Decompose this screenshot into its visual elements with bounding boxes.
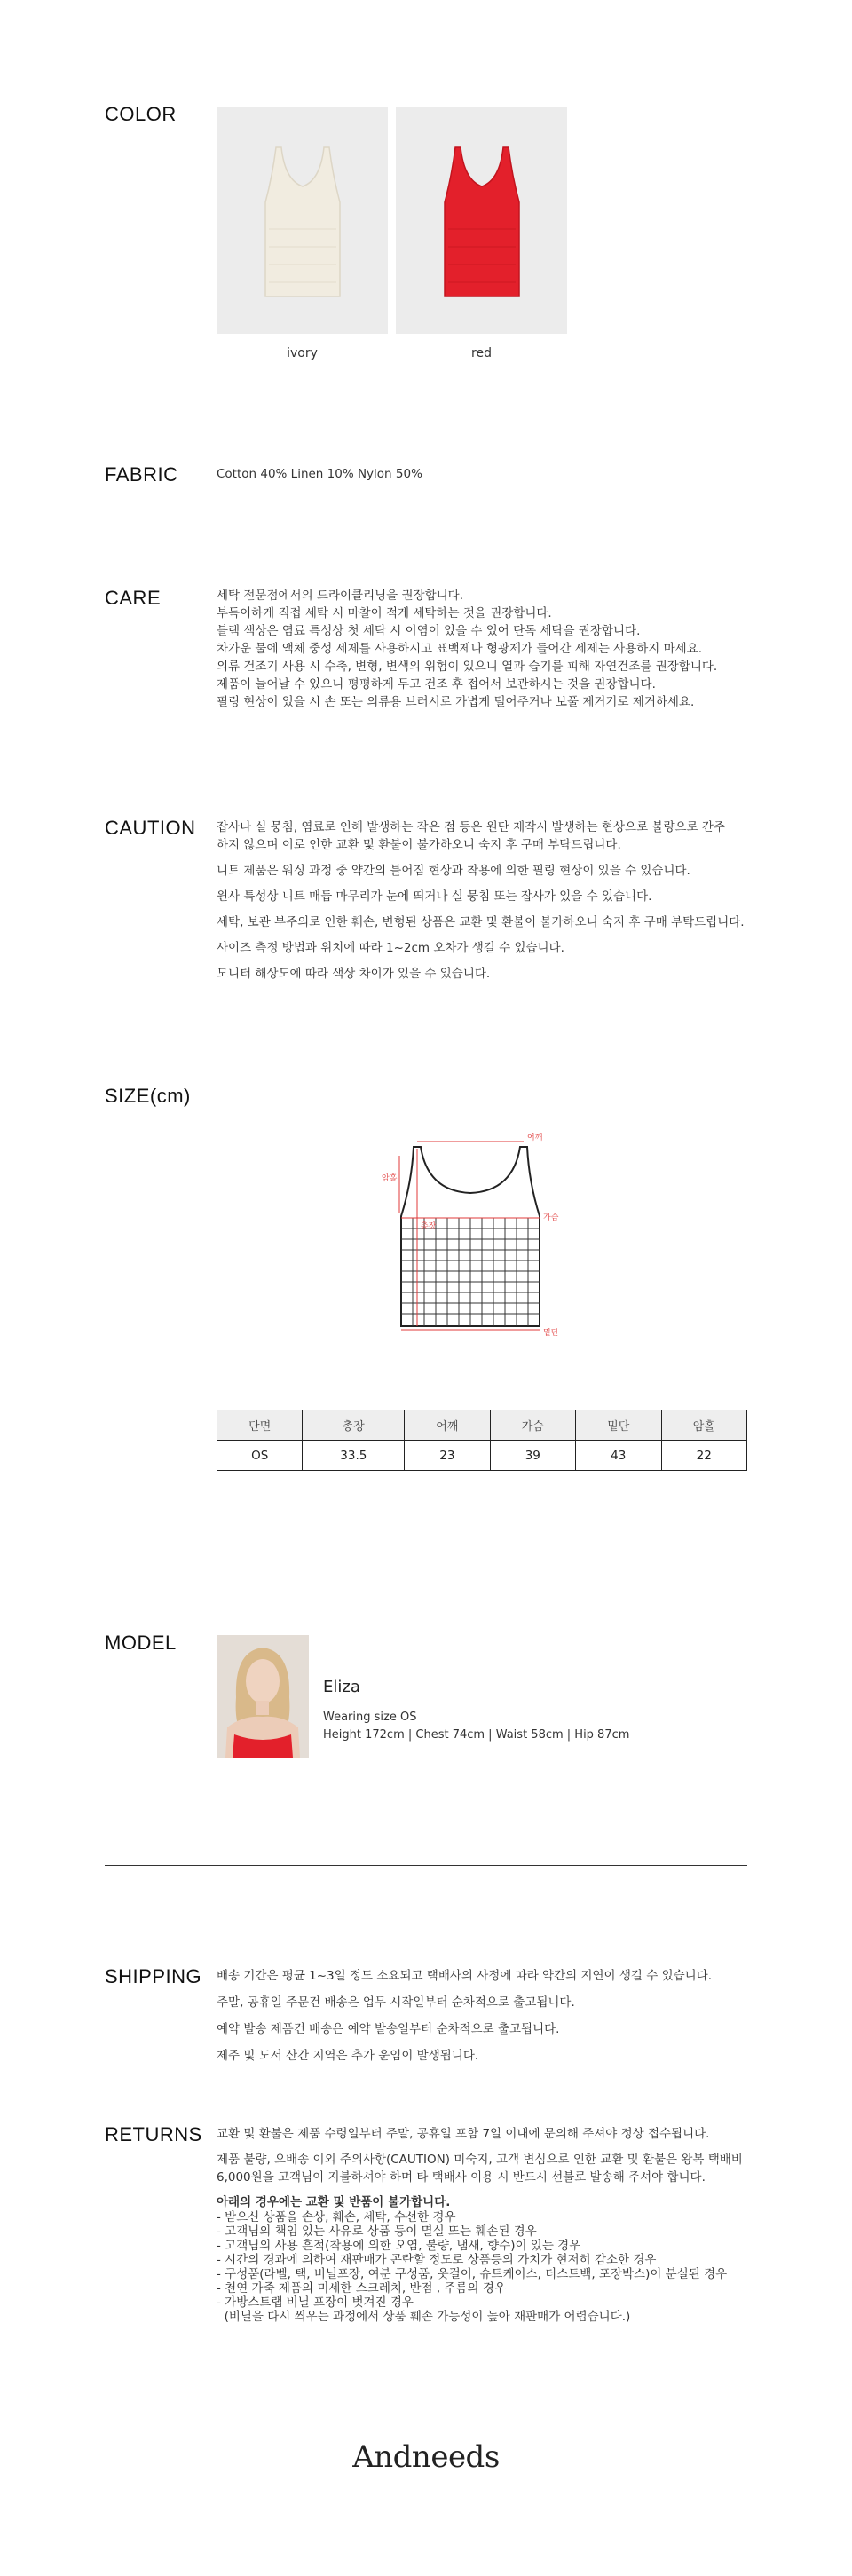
caution-line: 사이즈 측정 방법과 위치에 따라 1~2cm 오차가 생길 수 있습니다. xyxy=(217,941,564,955)
size-header-cell: 밑단 xyxy=(576,1410,661,1441)
caution-line: 잡사나 실 뭉침, 염료로 인해 발생하는 작은 점 등은 원단 제작시 발생하는 현상으로 불량으로 간주 xyxy=(217,820,725,834)
caution-paragraph xyxy=(217,862,745,880)
shipping-line: 제주 및 도서 산간 지역은 추가 운임이 발생됩니다. xyxy=(217,2049,479,2063)
size-section-title: SIZE(cm) xyxy=(105,1085,191,1107)
shipping-section-title: SHIPPING xyxy=(105,1965,202,1987)
size-table xyxy=(217,1410,747,1471)
model-photo xyxy=(217,1635,309,1758)
no-return-item: - 고객님의 사용 흔적(착용에 의한 오염, 불량, 냄새, 향수)이 있는 경우 xyxy=(217,2239,581,2253)
color-swatch-red[interactable] xyxy=(396,107,567,334)
no-return-item: - 천연 가죽 제품의 미세한 스크레치, 반점 , 주름의 경우 xyxy=(217,2281,506,2295)
no-return-item: - 가방스트랩 비닐 포장이 벗겨진 경우 xyxy=(217,2295,414,2310)
shipping-text xyxy=(217,1967,712,2074)
returns-line: 6,000원을 고객님이 지불하셔야 하며 타 택배사 이용 시 반드시 선불로 발송해 주셔야 합니다. xyxy=(217,2170,706,2185)
returns-paragraph xyxy=(217,2125,743,2143)
returns-line: 교환 및 환불은 제품 수령일부터 주말, 공휴일 포함 7일 이내에 문의해 주셔야 정상 접수됩니다. xyxy=(217,2127,710,2141)
brand-logo: Andneeds xyxy=(352,2439,500,2475)
shipping-line: 주말, 공휴일 주문건 배송은 업무 시작일부터 순차적으로 출고됩니다. xyxy=(217,1995,575,2010)
size-cell: 22 xyxy=(661,1441,747,1471)
size-table-header-row xyxy=(217,1410,747,1441)
caution-line: 세탁, 보관 부주의로 인한 훼손, 변형된 상품은 교환 및 환불이 불가하오니 숙지 후 구매 부탁드립니다. xyxy=(217,915,745,929)
caution-paragraph xyxy=(217,888,745,905)
shipping-line: 배송 기간은 평균 1~3일 정도 소요되고 택배사의 사정에 따라 약간의 지연이 생길 수 있습니다. xyxy=(217,1969,713,1983)
no-return-item: - 받으신 상품을 손상, 훼손, 세탁, 수선한 경우 xyxy=(217,2210,456,2224)
model-name: Eliza xyxy=(323,1678,360,1696)
diagram-label-chest: 가슴 xyxy=(543,1213,559,1222)
ivory-tank-top-image xyxy=(249,140,356,300)
care-line: 의류 건조기 사용 시 수축, 변형, 변색의 위험이 있으니 열과 습기를 피해 자연건조를 권장합니다. xyxy=(217,660,718,674)
shipping-paragraph xyxy=(217,1994,712,2011)
caution-paragraph xyxy=(217,939,745,957)
care-text xyxy=(217,587,717,711)
size-header-cell: 총장 xyxy=(303,1410,405,1441)
returns-text xyxy=(217,2125,743,2324)
size-measurement-diagram xyxy=(382,1129,559,1347)
shipping-paragraph xyxy=(217,1967,712,1985)
model-portrait-image xyxy=(217,1635,309,1758)
caution-line: 모니터 해상도에 따라 색상 차이가 있을 수 있습니다. xyxy=(217,967,491,981)
caution-paragraph xyxy=(217,913,745,931)
diagram-label-shoulder: 어깨 xyxy=(527,1134,543,1142)
caution-section-title: CAUTION xyxy=(105,817,196,839)
care-line: 차가운 물에 액체 중성 세제를 사용하시고 표백제나 형광제가 들어간 세제는 사용하지 마세요. xyxy=(217,642,703,656)
caution-line: 원사 특성상 니트 매듭 마무리가 눈에 띄거나 실 뭉침 또는 잡사가 있을 수 있습니다. xyxy=(217,889,652,904)
fabric-composition: Cotton 40% Linen 10% Nylon 50% xyxy=(217,467,422,481)
caution-paragraph xyxy=(217,965,745,983)
color-label-ivory: ivory xyxy=(287,346,318,360)
size-cell: 33.5 xyxy=(303,1441,405,1471)
model-info xyxy=(323,1678,629,1744)
shipping-line: 예약 발송 제품건 배송은 예약 발송일부터 순차적으로 출고됩니다. xyxy=(217,2022,560,2036)
no-return-item: - 고객님의 책임 있는 사유로 상품 등이 멸실 또는 훼손된 경우 xyxy=(217,2224,537,2239)
color-label-red: red xyxy=(471,346,492,360)
diagram-label-length: 총장 xyxy=(421,1222,437,1231)
model-measurements: Height 172cm | Chest 74cm | Waist 58cm | Hip 87cm xyxy=(323,1728,630,1742)
returns-paragraph xyxy=(217,2151,743,2186)
returns-line: 제품 불량, 오배송 이외 주의사항(CAUTION) 미숙지, 고객 변심으로 인한 교환 및 환불은 왕복 택배비 xyxy=(217,2153,743,2167)
model-section-title: MODEL xyxy=(105,1632,177,1654)
size-cell: 23 xyxy=(405,1441,490,1471)
color-section-title: COLOR xyxy=(105,103,177,125)
size-cell: 43 xyxy=(576,1441,661,1471)
size-cell: 39 xyxy=(490,1441,575,1471)
fabric-section-title: FABRIC xyxy=(105,463,178,486)
size-header-cell: 암홀 xyxy=(661,1410,747,1441)
caution-paragraph xyxy=(217,818,745,854)
model-wearing-size: Wearing size OS xyxy=(323,1711,417,1724)
color-swatch-ivory[interactable] xyxy=(217,107,388,334)
caution-line: 하지 않으며 이로 인한 교환 및 환불이 불가하오니 숙지 후 구매 부탁드립니다. xyxy=(217,838,621,852)
no-return-item: - 시간의 경과에 의하여 재판매가 곤란할 정도로 상품등의 가치가 현저히 감소한 경우 xyxy=(217,2253,657,2267)
no-return-item: - 구성품(라벨, 택, 비닐포장, 여분 구성품, 옷걸이, 슈트케이스, 더스트백, 포장박스)이 분실된 경우 xyxy=(217,2267,728,2281)
care-section-title: CARE xyxy=(105,587,162,609)
red-tank-top-image xyxy=(429,140,535,300)
size-header-cell: 단면 xyxy=(217,1410,303,1441)
size-header-cell: 어깨 xyxy=(405,1410,490,1441)
section-divider xyxy=(105,1865,747,1866)
returns-section-title: RETURNS xyxy=(105,2123,202,2145)
care-line: 블랙 색상은 염료 특성상 첫 세탁 시 이염이 있을 수 있어 단독 세탁을 권장합니다. xyxy=(217,624,641,638)
size-cell: OS xyxy=(217,1441,303,1471)
no-return-item: (비닐을 다시 씌우는 과정에서 상품 훼손 가능성이 높아 재판매가 어렵습니다.) xyxy=(217,2310,631,2324)
care-line: 부득이하게 직접 세탁 시 마찰이 적게 세탁하는 것을 권장합니다. xyxy=(217,606,552,620)
diagram-label-hem: 밑단 xyxy=(543,1329,559,1338)
size-header-cell: 가슴 xyxy=(490,1410,575,1441)
care-line: 세탁 전문점에서의 드라이클리닝을 권장합니다. xyxy=(217,589,463,603)
caution-text xyxy=(217,818,745,991)
caution-line: 니트 제품은 워싱 과정 중 약간의 틀어짐 현상과 착용에 의한 필링 현상이 있을 수 있습니다. xyxy=(217,864,690,878)
shipping-paragraph xyxy=(217,2020,712,2038)
care-line: 필링 현상이 있을 시 손 또는 의류용 브러시로 가볍게 털어주거나 보풀 제거기로 제거하세요. xyxy=(217,695,695,709)
care-line: 제품이 늘어날 수 있으니 평평하게 두고 건조 후 접어서 보관하시는 것을 권장합니다. xyxy=(217,677,656,691)
shipping-paragraph xyxy=(217,2047,712,2065)
no-return-title: 아래의 경우에는 교환 및 반품이 불가합니다. xyxy=(217,2195,451,2209)
diagram-label-armhole: 암홀 xyxy=(382,1174,398,1183)
size-table-row xyxy=(217,1441,747,1471)
